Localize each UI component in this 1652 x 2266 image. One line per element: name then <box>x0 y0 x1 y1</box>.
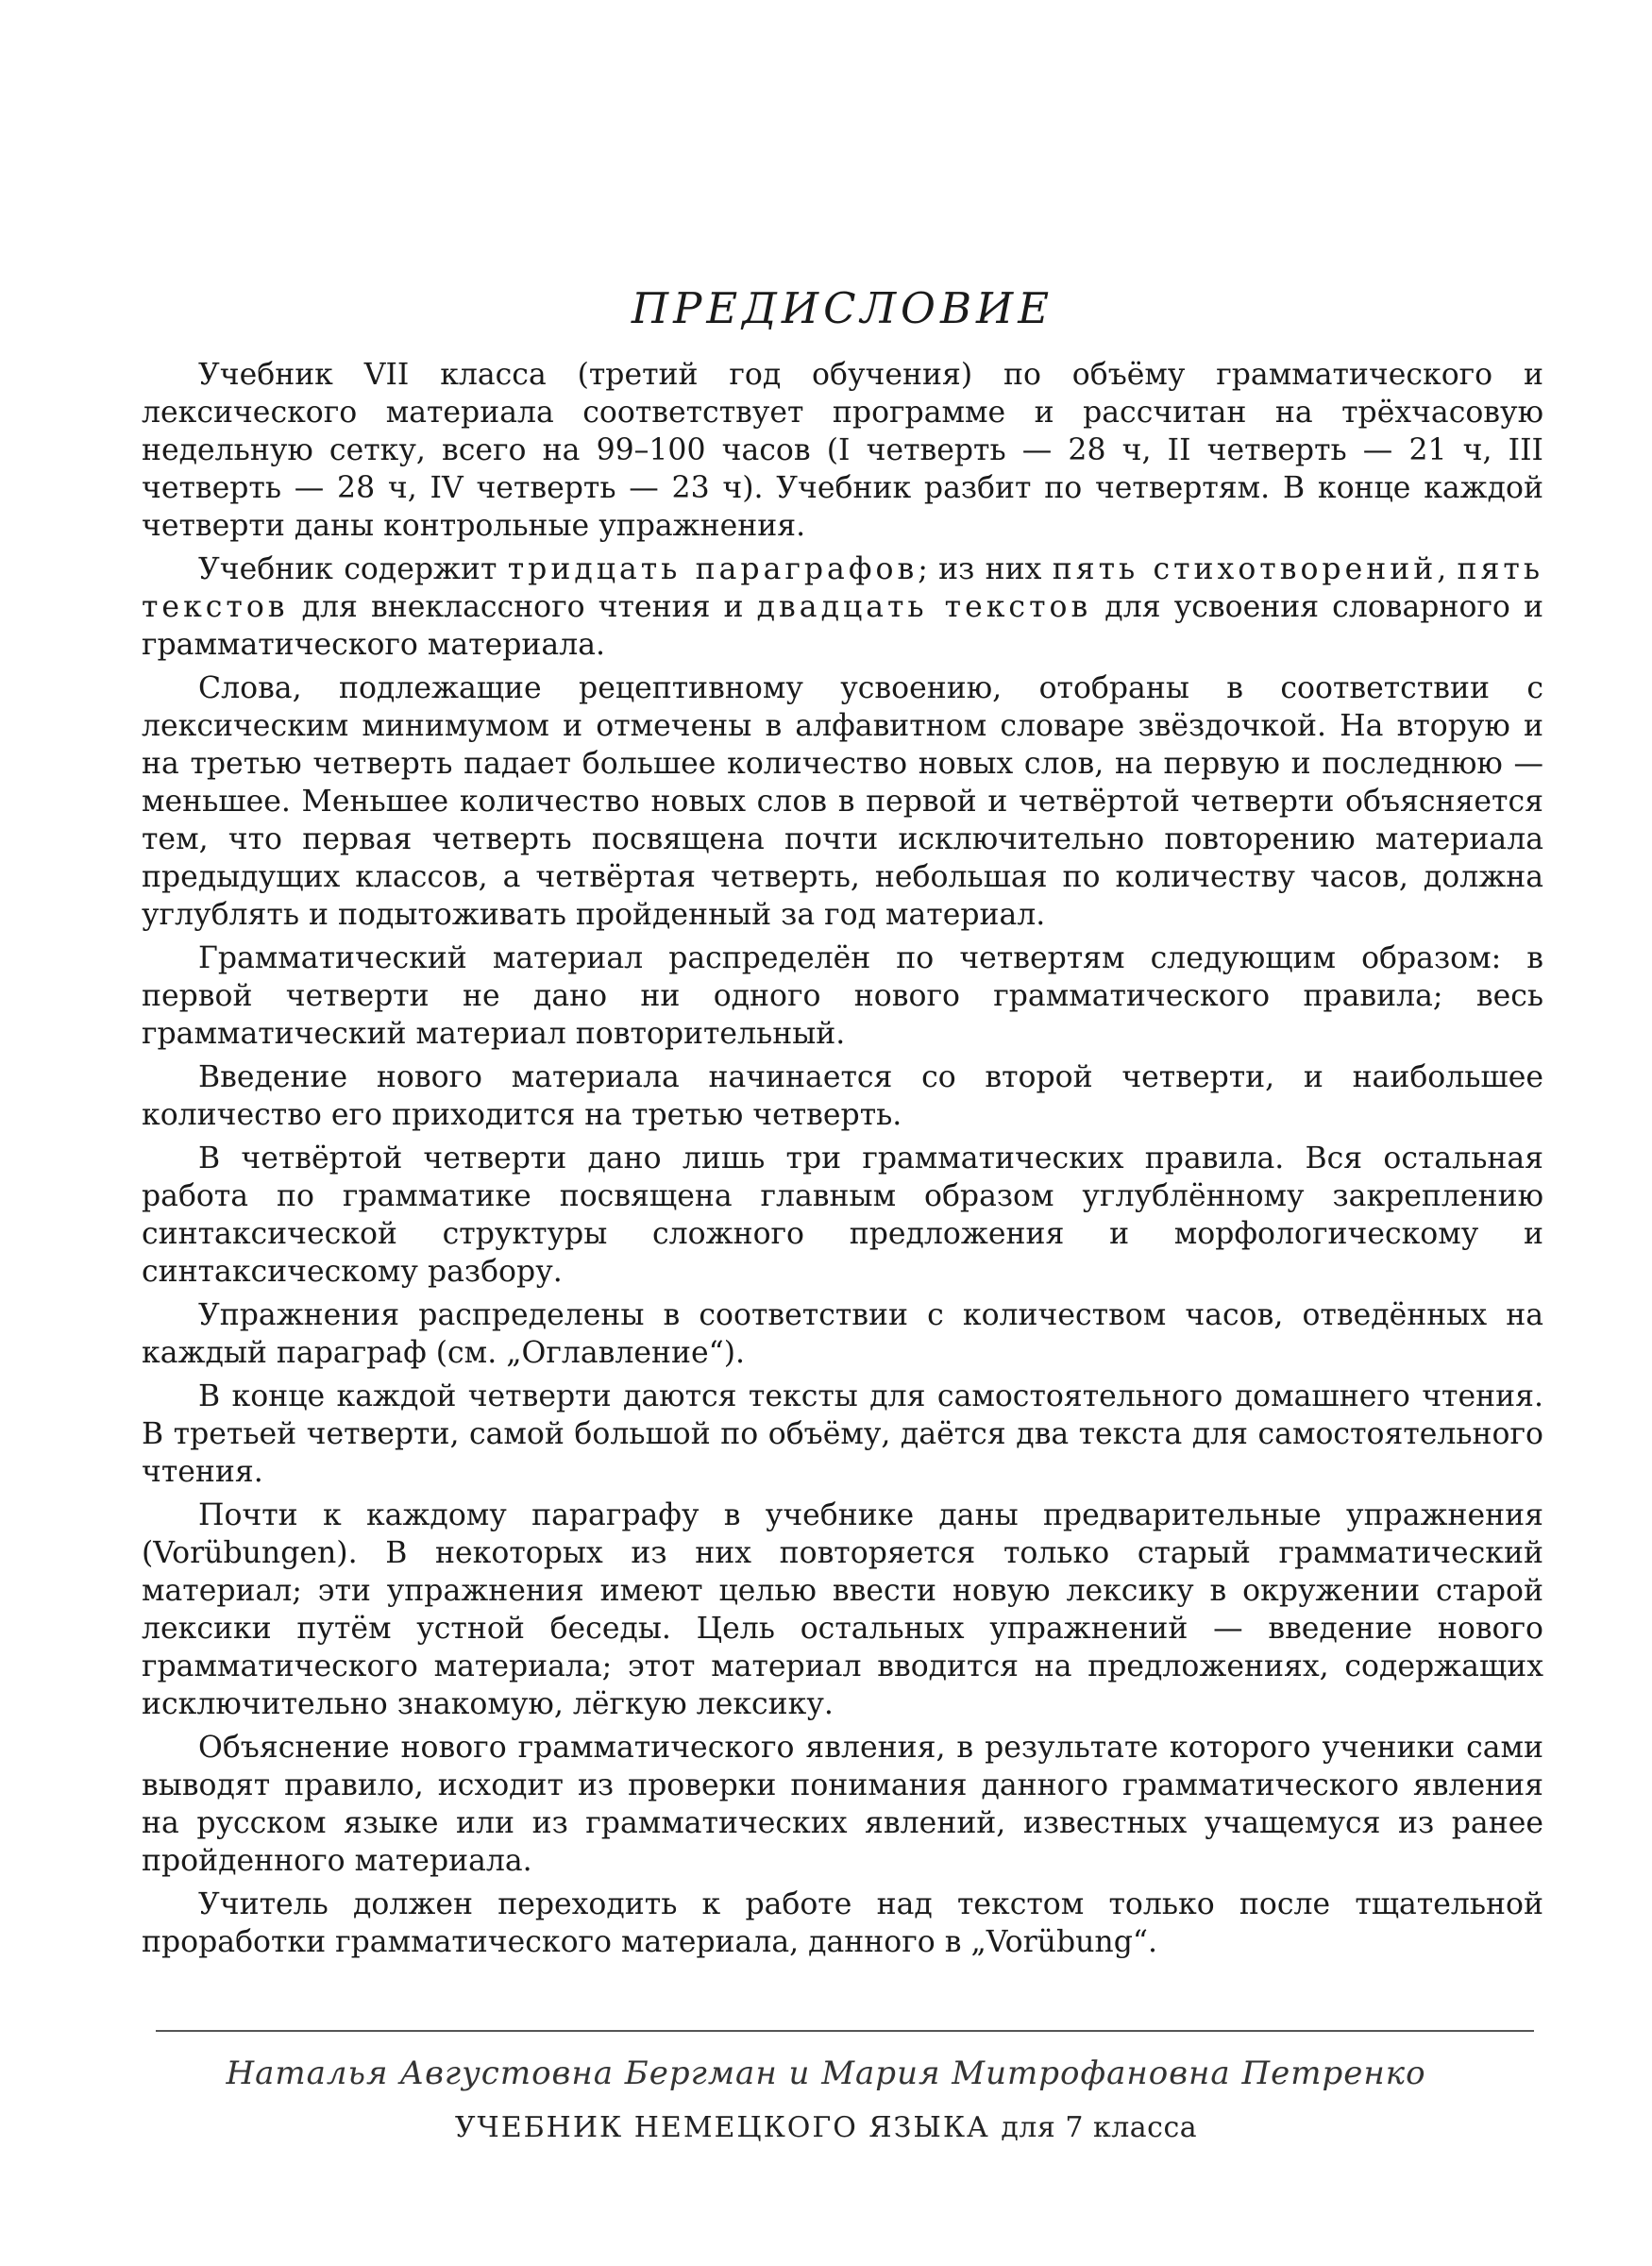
paragraph-8: В конце каждой четверти даются тексты для самостоятельного домашнего чтения. В третьей четверти, самой большой по объёму, даётся два текста для самостоятельного чтения. <box>142 1379 1543 1489</box>
footer-divider <box>156 2030 1534 2032</box>
book-title-text: УЧЕБНИК НЕМЕЦКОГО ЯЗЫКА <box>454 2111 990 2144</box>
paragraph-1: Учебник VII класса (третий год обучения) по объёму грамматического и лексического материала соответствует программе и рассчитан на трёхчасовую недельную сетку, всего на 99–100 часов (I четверть — 28 ч, II четверть — 21 ч, III четверть — 28 ч, IV четверть — 23 ч). Учебник разбит по четвертям. В конце каждой четверти даны контрольные упражнения. <box>142 358 1543 543</box>
book-class-note: для 7 класса <box>1001 2111 1198 2144</box>
emphasis-thirty-paragraphs: тридцать параграфов <box>507 552 919 586</box>
paragraph-2-text: для усвоения словарного и грамматического материала. <box>142 590 1543 662</box>
paragraph-2-text: Учебник содержит <box>198 552 508 586</box>
paragraph-7: Упражнения распределены в соответствии с количеством часов, отведённых на каждый параграф (см. „Оглавление“). <box>142 1298 1543 1370</box>
paragraph-2 <box>142 550 1543 664</box>
emphasis-twenty-texts: двадцать текстов <box>756 590 1092 624</box>
emphasis-five-poems: пять стихотворений <box>1052 552 1438 586</box>
paragraph-5: Введение нового материала начинается со второй четверти, и наибольшее количество его приходится на третью четверть. <box>142 1060 1543 1132</box>
paragraph-4: Грамматический материал распределён по четвертям следующим образом: в первой четверти не дано ни одного нового грамматического правила; весь грамматический материал повторительный. <box>142 941 1543 1051</box>
paragraph-10: Объяснение нового грамматического явления, в результате которого ученики сами выводят правило, исходит из проверки понимания данного грамматического явления на русском языке или из грамматических явлений, известных учащемуся из ранее пройденного материала. <box>142 1731 1543 1878</box>
paragraph-11: Учитель должен переходить к работе над текстом только после тщательной проработки грамматического материала, данного в „Vorübung“. <box>142 1887 1543 1959</box>
paragraph-2-text: ; из них <box>918 552 1053 586</box>
paragraph-9: Почти к каждому параграфу в учебнике даны предварительные упражнения (Vorübungen). В некоторых из них повторяется только старый грамматический материал; эти упражнения имеют целью ввести новую лексику в окружении старой лексики путём устной беседы. Цель остальных упражнений — введение нового грамматического материала; этот материал вводится на предложениях, содержащих исключительно знакомую, лёгкую лексику. <box>142 1498 1543 1721</box>
footer-book-title <box>0 2111 1652 2144</box>
paragraph-6: В четвёртой четверти дано лишь три грамматических правила. Вся остальная работа по грамматике посвящена главным образом углублённому закреплению синтаксической структуры сложного предложения и морфологическому и синтаксическому разбору. <box>142 1141 1543 1289</box>
paragraph-3: Слова, подлежащие рецептивному усвоению, отобраны в соответствии с лексическим минимумом и отмечены в алфавитном словаре звёздочкой. На вторую и на третью четверть падает большее количество новых слов, на первую и последнюю — меньшее. Меньшее количество новых слов в первой и четвёртой четверти объясняется тем, что первая четверть посвящена почти исключительно повторению материала предыдущих классов, а четвёртая четверть, небольшая по количеству часов, должна углублять и подытоживать пройденный за год материал. <box>142 671 1543 932</box>
footer-authors: Наталья Августовна Бергман и Мария Митрофановна Петренко <box>226 2055 1426 2092</box>
preface-page <box>142 283 1543 1967</box>
emphasis-five-texts: пять текстов <box>142 552 1543 624</box>
paragraph-2-text: , <box>1437 552 1458 586</box>
page-title: ПРЕДИСЛОВИЕ <box>631 283 1054 333</box>
paragraph-2-text: для внеклассного чтения и <box>288 590 757 624</box>
